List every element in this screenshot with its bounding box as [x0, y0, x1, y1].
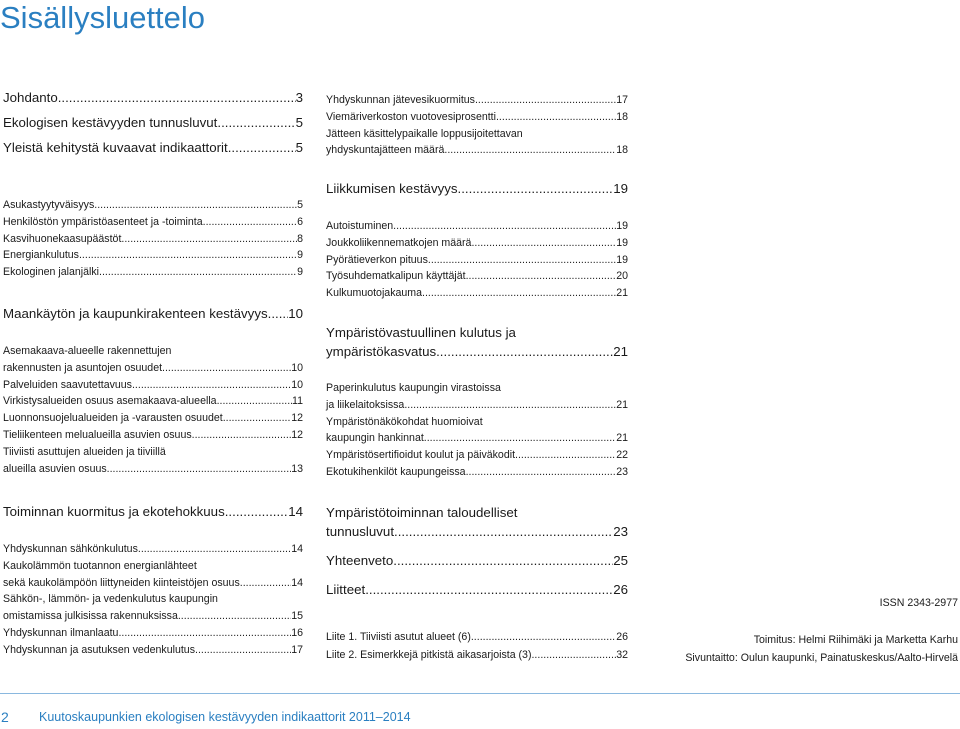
- toc-left-major2: [3, 305, 303, 322]
- toc-mid-major3: [326, 503, 628, 598]
- toc-entry-page: 19: [616, 253, 628, 266]
- toc-entry-page: 5: [297, 199, 303, 211]
- toc-entry-page: 10: [291, 361, 303, 374]
- toc-entry-page: 8: [297, 232, 303, 245]
- toc-entry-title: Tieliikenteen melualueilla asuvien osuus: [3, 428, 192, 441]
- toc-entry-title: Yhdyskunnan jätevesikuormitus: [326, 94, 475, 106]
- toc-entry-title: Palveluiden saavutettavuus: [3, 378, 132, 391]
- toc-entry-page: 12: [291, 412, 303, 425]
- toc-line: Paperinkulutus kaupungin virastoissa: [326, 382, 501, 394]
- toc-line: Ympäristönäkökohdat huomioivat: [326, 415, 483, 428]
- toc-entry-title: ympäristökasvatus: [326, 344, 437, 359]
- toc-leader-dots: [365, 581, 613, 598]
- toc-leader-dots: [107, 461, 292, 478]
- toc-leader-dots: [428, 252, 616, 269]
- toc-leader-dots: [393, 218, 616, 235]
- toc-entry-page: 21: [616, 432, 628, 445]
- toc-entry-page: 25: [613, 553, 628, 568]
- credits: [640, 631, 958, 667]
- toc-entry[interactable]: [326, 235, 628, 252]
- toc-entry-title: Yleistä kehitystä kuvaavat indikaattorit: [3, 140, 228, 155]
- toc-entry-title: Liikkumisen kestävyys: [326, 181, 458, 196]
- page-title: Sisällysluettelo: [0, 0, 206, 35]
- toc-leader-dots: [268, 305, 289, 322]
- toc-entry[interactable]: [326, 397, 628, 414]
- toc-entry-page: 21: [616, 398, 628, 411]
- toc-left-group1: [3, 197, 303, 281]
- toc-entry[interactable]: [326, 647, 628, 664]
- toc-entry-title: Työsuhdematkalipun käyttäjät: [326, 270, 466, 283]
- toc-entry-page: 26: [616, 631, 628, 643]
- toc-line: Jätteen käsittelypaikalle loppusijoitettavan: [326, 127, 523, 140]
- toc-entry[interactable]: [326, 581, 628, 598]
- toc-entry-title: Kulkumuotojakauma: [326, 287, 422, 300]
- toc-entry-page: 22: [616, 449, 628, 462]
- toc-entry-title: Toiminnan kuormitus ja ekotehokkuus: [3, 504, 225, 519]
- toc-leader-dots: [132, 377, 291, 394]
- toc-leader-dots: [118, 625, 291, 642]
- toc-leader-dots: [471, 235, 616, 252]
- toc-entry[interactable]: [3, 89, 303, 106]
- toc-entry-page: 11: [292, 395, 303, 408]
- toc-entry-title: Ekotukihenkilöt kaupungeissa: [326, 465, 466, 478]
- toc-entry-title: rakennusten ja asuntojen osuudet: [3, 361, 163, 374]
- toc-entry-title: Maankäytön ja kaupunkirakenteen kestävyys: [3, 306, 268, 321]
- toc-entry[interactable]: [3, 377, 303, 394]
- toc-entry[interactable]: [3, 214, 303, 231]
- toc-entry-page: 9: [297, 249, 303, 262]
- toc-left-group2: [3, 343, 303, 477]
- toc-entry[interactable]: [326, 629, 628, 646]
- toc-leader-dots: [58, 89, 296, 106]
- toc-entry-title: Kasvihuonekaasupäästöt: [3, 232, 122, 245]
- toc-entry[interactable]: [3, 427, 303, 444]
- toc-entry-page: 14: [288, 504, 303, 519]
- toc-entry[interactable]: [326, 285, 628, 302]
- toc-entry-title: Yhdyskunnan sähkönkulutus: [3, 543, 138, 555]
- toc-entry[interactable]: [326, 180, 628, 197]
- toc-entry-page: 10: [288, 306, 303, 321]
- toc-entry-title: Viemäriverkoston vuotovesiprosentti: [326, 110, 496, 123]
- toc-entry-title: Henkilöstön ympäristöasenteet ja -toiminta: [3, 215, 203, 228]
- toc-leader-dots: [393, 552, 613, 569]
- toc-entry-page: 19: [613, 181, 628, 196]
- publication-info: [640, 594, 958, 612]
- toc-line: Ympäristövastuullinen kulutus ja: [326, 325, 516, 340]
- toc-entry-page: 21: [613, 344, 628, 359]
- toc-entry-title: Luonnonsuojelualueiden ja -varausten osuudet: [3, 412, 223, 425]
- toc-mid-major1: [326, 180, 628, 197]
- toc-entry[interactable]: [3, 139, 303, 156]
- toc-entry[interactable]: [326, 252, 628, 269]
- editors-text: Toimitus: Helmi Riihimäki ja Marketta Karhu: [753, 634, 958, 646]
- toc-entry-title: Energiankulutus: [3, 249, 79, 262]
- layout-credit-text: Sivuntaitto: Oulun kaupunki, Painatuskeskus/Aalto-Hirvelä: [685, 652, 958, 664]
- toc-leader-dots: [458, 180, 614, 197]
- publication-title: Kuutoskaupunkien ekologisen kestävyyden indikaattorit 2011–2014: [39, 710, 411, 724]
- toc-leader-dots: [404, 397, 616, 414]
- toc-entry-title: Ekologisen kestävyyden tunnusluvut: [3, 115, 218, 130]
- toc-entry[interactable]: [3, 625, 303, 642]
- toc-entry[interactable]: [3, 197, 303, 214]
- toc-leader-dots: [203, 214, 297, 231]
- toc-leader-dots: [138, 541, 291, 558]
- toc-leader-dots: [228, 139, 296, 156]
- toc-leader-dots: [192, 427, 292, 444]
- toc-leader-dots: [121, 231, 297, 248]
- toc-entry[interactable]: [3, 503, 303, 520]
- toc-mid-group2: [326, 218, 628, 302]
- toc-entry-page: 10: [291, 378, 303, 391]
- toc-entry-title: Ympäristösertifioidut koulut ja päiväkodit: [326, 449, 516, 462]
- toc-entry[interactable]: [326, 464, 628, 481]
- toc-leader-dots: [240, 575, 291, 592]
- toc-entry[interactable]: [326, 343, 628, 360]
- toc-leader-dots: [466, 268, 617, 285]
- toc-leader-dots: [424, 430, 616, 447]
- toc-entry-title: sekä kaukolämpöön liittyneiden kiinteistöjen osuus: [3, 576, 240, 589]
- toc-entry-page: 16: [291, 626, 303, 639]
- toc-leader-dots: [515, 447, 616, 464]
- toc-entry[interactable]: [3, 575, 303, 592]
- toc-entry-title: Joukkoliikennematkojen määrä: [326, 236, 472, 249]
- toc-line: Asemakaava-alueelle rakennettujen: [3, 345, 172, 357]
- toc-entry-page: 18: [616, 144, 628, 157]
- toc-mid-appendix: [326, 629, 628, 664]
- toc-entry[interactable]: [3, 247, 303, 264]
- toc-leader-dots: [162, 360, 291, 377]
- toc-entry[interactable]: [3, 461, 303, 478]
- toc-mid-group1: [326, 92, 628, 159]
- toc-entry[interactable]: [326, 268, 628, 285]
- toc-leader-dots: [436, 343, 613, 360]
- toc-mid-group3: [326, 380, 628, 481]
- toc-entry[interactable]: [3, 114, 303, 131]
- toc-entry-title: Asukastyytyväisyys: [3, 199, 95, 211]
- toc-entry-page: 19: [616, 220, 628, 232]
- toc-entry-title: tunnusluvut: [326, 524, 395, 539]
- toc-leader-dots: [79, 247, 297, 264]
- toc-entry[interactable]: [3, 608, 303, 625]
- toc-entry-title: kaupungin hankinnat: [326, 432, 424, 445]
- toc-entry-title: Liite 1. Tiiviisti asutut alueet (6): [326, 631, 471, 643]
- toc-entry-page: 14: [291, 576, 303, 589]
- toc-left-column: [3, 89, 303, 156]
- toc-left-major3: [3, 503, 303, 520]
- toc-leader-dots: [496, 109, 616, 126]
- toc-entry-page: 6: [297, 215, 303, 228]
- toc-entry[interactable]: [326, 142, 628, 159]
- toc-entry-page: 17: [291, 643, 303, 656]
- toc-entry-title: yhdyskuntajätteen määrä: [326, 144, 445, 157]
- toc-entry-title: Pyörätieverkon pituus: [326, 253, 428, 266]
- toc-entry[interactable]: [3, 393, 303, 410]
- toc-entry-page: 17: [616, 94, 628, 106]
- toc-entry-page: 5: [295, 140, 303, 155]
- toc-leader-dots: [475, 92, 616, 109]
- toc-entry-title: Yhdyskunnan ilmanlaatu: [3, 626, 119, 639]
- toc-entry[interactable]: [326, 552, 628, 569]
- toc-entry-title: Johdanto: [3, 90, 58, 105]
- toc-leader-dots: [444, 142, 616, 159]
- toc-entry[interactable]: [326, 218, 628, 235]
- toc-line: Tiiviisti asuttujen alueiden ja tiiviillä: [3, 445, 166, 458]
- toc-entry-title: Yhdyskunnan ja asutuksen vedenkulutus: [3, 643, 195, 656]
- issn-text: ISSN 2343-2977: [879, 597, 958, 609]
- footer-divider: [0, 693, 960, 694]
- toc-entry[interactable]: [326, 92, 628, 109]
- toc-leader-dots: [422, 285, 616, 302]
- toc-entry-title: ja liikelaitoksissa: [326, 398, 405, 411]
- toc-entry-page: 18: [616, 110, 628, 123]
- toc-entry-page: 5: [295, 115, 303, 130]
- toc-entry-title: Virkistysalueiden osuus asemakaava-alueella: [3, 395, 217, 408]
- toc-entry-title: Yhteenveto: [326, 553, 394, 568]
- toc-entry[interactable]: [326, 109, 628, 126]
- toc-leader-dots: [94, 197, 297, 214]
- toc-leader-dots: [217, 114, 295, 131]
- toc-entry[interactable]: [3, 305, 303, 322]
- toc-entry-page: 13: [291, 462, 303, 475]
- toc-leader-dots: [99, 264, 297, 281]
- toc-leader-dots: [178, 608, 291, 625]
- toc-entry-page: 9: [297, 266, 303, 279]
- toc-entry-title: Ekologinen jalanjälki: [3, 266, 99, 279]
- toc-line: Kaukolämmön tuotannon energianlähteet: [3, 559, 197, 572]
- toc-leader-dots: [195, 642, 291, 659]
- toc-entry[interactable]: [326, 430, 628, 447]
- toc-leader-dots: [531, 647, 616, 664]
- toc-entry-page: 14: [291, 543, 303, 555]
- toc-entry[interactable]: [3, 360, 303, 377]
- toc-entry[interactable]: [3, 231, 303, 248]
- toc-left-group3: [3, 541, 303, 659]
- toc-line: Sähkön-, lämmön- ja vedenkulutus kaupungin: [3, 593, 218, 606]
- toc-entry-page: 15: [291, 610, 303, 623]
- toc-entry[interactable]: [3, 410, 303, 427]
- toc-entry-page: 3: [295, 90, 303, 105]
- toc-mid-major2: [326, 323, 628, 360]
- toc-leader-dots: [225, 503, 288, 520]
- toc-entry[interactable]: [3, 541, 303, 558]
- toc-leader-dots: [471, 629, 616, 646]
- toc-leader-dots: [217, 393, 292, 410]
- toc-entry-page: 20: [616, 270, 628, 283]
- page-number: 2: [1, 709, 9, 725]
- toc-entry-page: 23: [616, 465, 628, 478]
- toc-entry-page: 32: [616, 648, 628, 661]
- toc-entry-page: 12: [291, 428, 303, 441]
- toc-entry-page: 19: [616, 236, 628, 249]
- toc-entry[interactable]: [326, 447, 628, 464]
- toc-entry-page: 23: [613, 524, 628, 539]
- toc-entry[interactable]: [326, 523, 628, 540]
- toc-entry[interactable]: [3, 264, 303, 281]
- toc-entry[interactable]: [3, 642, 303, 659]
- toc-entry-title: omistamissa julkisissa rakennuksissa: [3, 610, 178, 623]
- toc-entry-page: 21: [616, 287, 628, 300]
- toc-line: Ympäristötoiminnan taloudelliset: [326, 505, 518, 520]
- toc-entry-title: Liitteet: [326, 582, 366, 597]
- toc-leader-dots: [466, 464, 617, 481]
- toc-entry-title: Liite 2. Esimerkkejä pitkistä aikasarjoista (3): [326, 648, 532, 661]
- toc-leader-dots: [223, 410, 292, 427]
- toc-entry-title: Autoistuminen: [326, 220, 394, 232]
- toc-major1: [3, 89, 303, 156]
- toc-entry-page: 26: [613, 582, 628, 597]
- toc-entry-title: alueilla asuvien osuus: [3, 462, 107, 475]
- toc-leader-dots: [394, 523, 613, 540]
